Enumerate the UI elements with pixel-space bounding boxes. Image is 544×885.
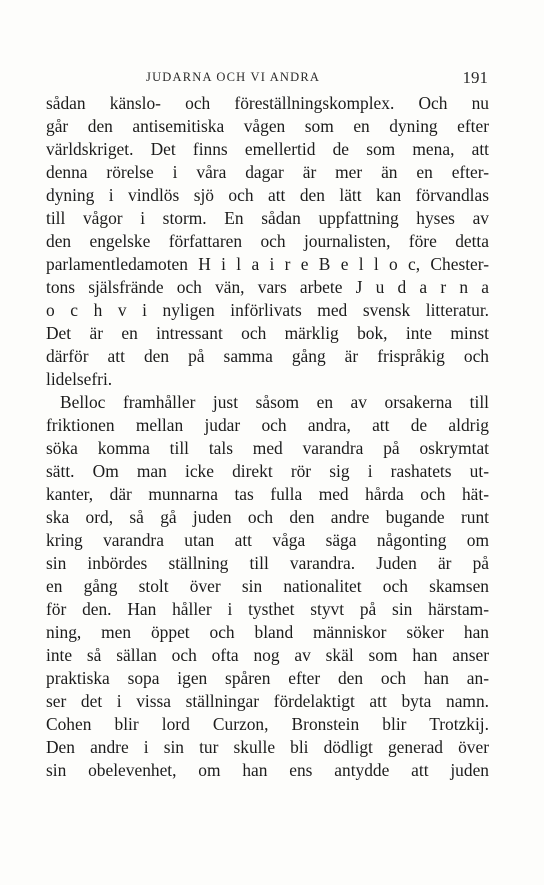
text-line: o c h v i nyligen införlivats med svensk litteratur.	[46, 300, 489, 320]
text-line: söka komma till tals med varandra på oskrymtat	[46, 438, 489, 458]
text-line: sådan känslo- och föreställningskomplex. Och nu	[46, 93, 489, 113]
text-line: sin inbördes ställning till varandra. Juden är på	[46, 553, 489, 573]
text-line: går den antisemitiska vågen som en dyning efter	[46, 116, 489, 136]
text-line: Det är en intressant och märklig bok, inte minst	[46, 323, 489, 343]
text-line: friktionen mellan judar och andra, att de aldrig	[46, 415, 489, 435]
text-line: Cohen blir lord Curzon, Bronstein blir Trotzkij.	[46, 714, 489, 734]
paragraph	[46, 92, 489, 391]
text-line: ning, men öppet och bland människor söker han	[46, 622, 489, 642]
text-line: ser det i vissa ställningar fördelaktigt att byta namn.	[46, 691, 489, 711]
text-line: ska ord, så gå juden och den andre bugande runt	[46, 507, 489, 527]
page-header	[46, 70, 496, 94]
text-line: Den andre i sin tur skulle bli dödligt generad över	[46, 737, 489, 757]
text-line: lidelsefri.	[46, 369, 113, 389]
text-line: inte så sällan och ofta nog av skäl som han anser	[46, 645, 489, 665]
text-line: denna rörelse i våra dagar är mer än en efter-	[46, 162, 489, 182]
text-line: sätt. Om man icke direkt rör sig i rashatets ut-	[46, 461, 489, 481]
text-line: till vågor i storm. En sådan uppfattning hyses av	[46, 208, 489, 228]
text-line: praktiska sopa igen spåren efter den och han an-	[46, 668, 489, 688]
text-line: tons själsfrände och vän, vars arbete J u d a r n a	[46, 277, 489, 297]
text-line: den engelske författaren och journalisten, före detta	[46, 231, 489, 251]
text-line: för den. Han håller i tysthet styvt på sin härstam-	[46, 599, 489, 619]
body-text	[46, 92, 489, 782]
page-number: 191	[462, 68, 488, 87]
paragraph	[46, 391, 489, 782]
text-line: parlamentledamoten H i l a i r e B e l l o c, Chester-	[46, 254, 489, 274]
running-title: JUDARNA OCH VI ANDRA	[146, 70, 321, 84]
text-line: kring varandra utan att våga säga någonting om	[46, 530, 489, 550]
text-line: dyning i vindlös sjö och att den lätt kan förvandlas	[46, 185, 489, 205]
text-line: därför att den på samma gång är frispråkig och	[46, 346, 489, 366]
text-line: sin obelevenhet, om han ens antydde att juden	[46, 760, 489, 780]
text-line: Belloc framhåller just såsom en av orsakerna till	[60, 392, 489, 412]
text-line: kanter, där munnarna tas fulla med hårda och hät-	[46, 484, 489, 504]
text-line: världskriget. Det finns emellertid de som mena, att	[46, 139, 489, 159]
text-line: en gång stolt över sin nationalitet och skamsen	[46, 576, 489, 596]
